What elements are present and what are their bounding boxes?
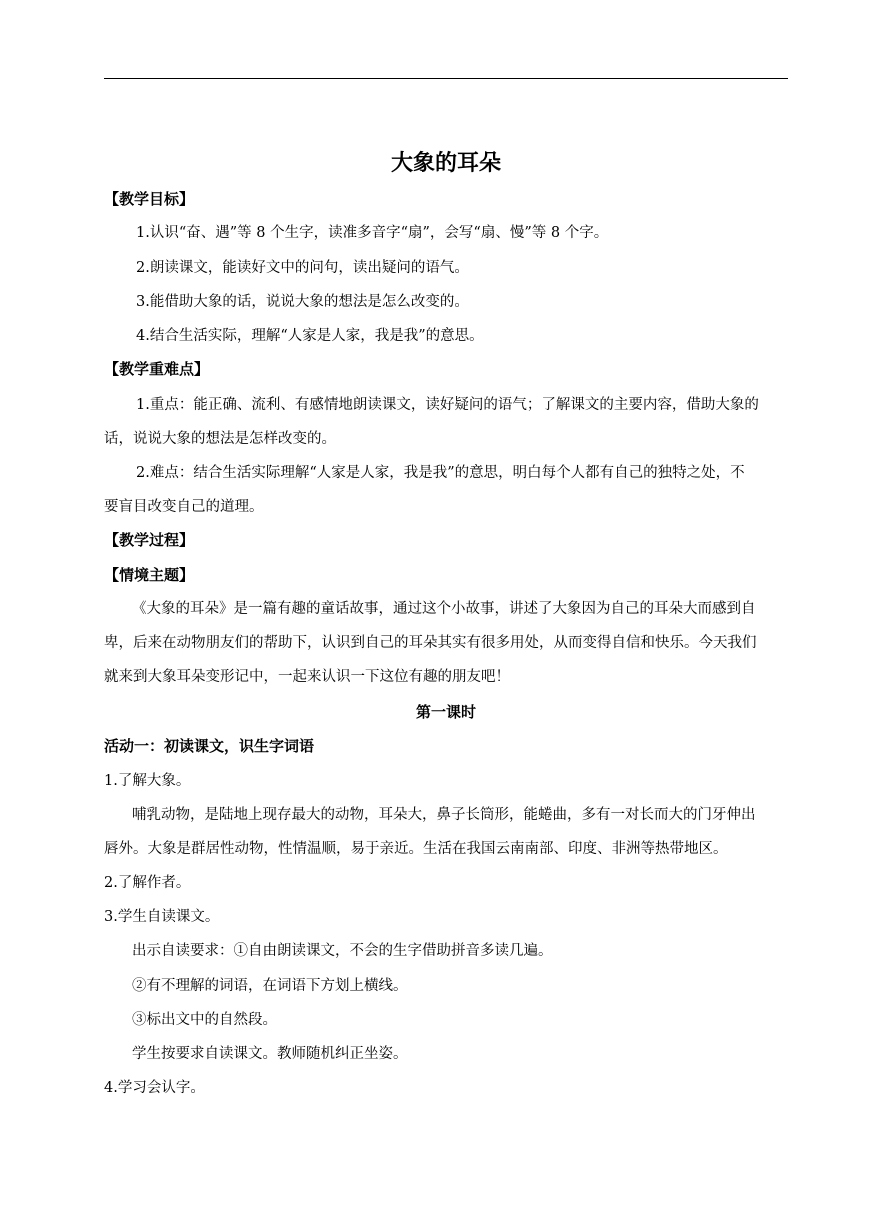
difficult-point-line-2: 要盲目改变自己的道理。: [104, 499, 264, 515]
goal-2: 2.朗读课文，能读好文中的问句，读出疑问的语气。: [136, 260, 469, 276]
goal-3: 3.能借助大象的话，说说大象的想法是怎么改变的。: [136, 294, 469, 310]
requirement-line-2: ②有不理解的词语，在词语下方划上横线。: [132, 978, 408, 994]
scene-line-2: 卑，后来在动物朋友们的帮助下，认识到自己的耳朵其实有很多用处，从而变得自信和快乐。今天我们: [104, 635, 757, 651]
document-title: 大象的耳朵: [390, 151, 501, 176]
header-rule: [104, 78, 788, 79]
step-3: 3.学生自读课文。: [104, 909, 220, 925]
scene-line-1: 《大象的耳朵》是一篇有趣的童话故事，通过这个小故事，讲述了大象因为自己的耳朵大而感到自: [132, 601, 756, 617]
goals-heading: 【教学目标】: [104, 190, 195, 208]
requirement-line-1: 出示自读要求：①自由朗读课文，不会的生字借助拼音多读几遍。: [132, 943, 553, 959]
key-point-line-1: 1.重点：能正确、流利、有感情地朗读课文，读好疑问的语气；了解课文的主要内容，借助大象的: [136, 397, 759, 413]
step-2: 2.了解作者。: [104, 875, 191, 891]
activity1-heading: 活动一：初读课文，识生字词语: [104, 737, 315, 755]
process-heading: 【教学过程】: [104, 531, 195, 549]
goal-1: 1.认识“奋、遇”等 8 个生字，读准多音字“扇”，会写“扇、慢”等 8 个字。: [136, 225, 609, 241]
key-heading: 【教学重难点】: [104, 360, 210, 378]
difficult-point-line-1: 2.难点：结合生活实际理解“人家是人家，我是我”的意思，明白每个人都有自己的独特之处，不: [136, 465, 745, 481]
requirement-line-4: 学生按要求自读课文。教师随机纠正坐姿。: [132, 1046, 408, 1062]
step-1: 1.了解大象。: [104, 773, 191, 789]
step-4: 4.学习会认字。: [104, 1080, 205, 1096]
lesson-heading: 第一课时: [415, 703, 476, 721]
scene-line-3: 就来到大象耳朵变形记中，一起来认识一下这位有趣的朋友吧！: [104, 669, 510, 685]
elephant-line-2: 唇外。大象是群居性动物，性情温顺，易于亲近。生活在我国云南南部、印度、非洲等热带地区。: [104, 841, 728, 857]
goal-4: 4.结合生活实际，理解“人家是人家，我是我”的意思。: [136, 328, 484, 344]
requirement-line-3: ③标出文中的自然段。: [132, 1012, 277, 1028]
elephant-line-1: 哺乳动物，是陆地上现存最大的动物，耳朵大，鼻子长筒形，能蜷曲，多有一对长而大的门牙伸出: [132, 807, 756, 823]
key-point-line-2: 话，说说大象的想法是怎样改变的。: [104, 431, 336, 447]
scene-heading: 【情境主题】: [104, 566, 195, 584]
